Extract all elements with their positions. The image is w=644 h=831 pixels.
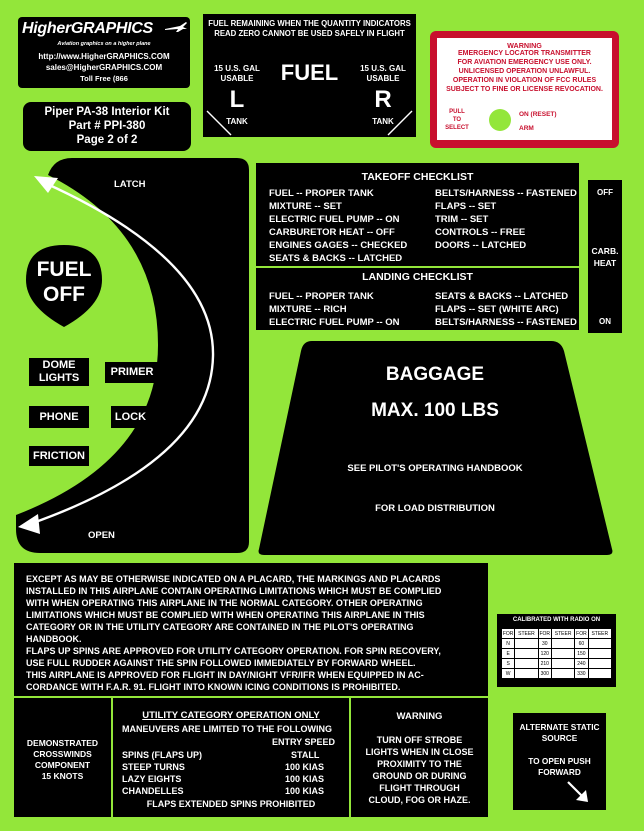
compass-cell xyxy=(588,669,611,679)
dome-lights-line2: LIGHTS xyxy=(38,372,80,384)
utility-row-value: STALL xyxy=(291,750,320,760)
dome-lights-line1: DOME xyxy=(42,359,76,371)
compass-cell xyxy=(515,669,538,679)
baggage-see: SEE PILOT'S OPERATING HANDBOOK xyxy=(347,463,523,474)
compass-cell xyxy=(551,669,574,679)
compass-header-row xyxy=(502,629,612,639)
brand-url: http://www.HigherGRAPHICS.COM xyxy=(38,52,170,61)
crosswind-line: CROSSWINDS xyxy=(33,749,92,759)
kit-part-number: Part # PPI-380 xyxy=(68,120,146,132)
elt-warning-title: WARNING xyxy=(507,41,542,50)
brand-logo: HigherGRAPHICS xyxy=(22,20,153,37)
utility-row-name: CHANDELLES xyxy=(122,786,184,796)
fuel-right-letter: R xyxy=(374,86,392,113)
lock-label: LOCK xyxy=(111,406,150,428)
takeoff-item: CONTROLS -- FREE xyxy=(435,227,526,238)
compass-cell xyxy=(515,659,538,669)
compass-header-cell: STEER xyxy=(515,629,538,639)
utility-row-name: SPINS (FLAPS UP) xyxy=(122,750,203,760)
compass-table xyxy=(501,628,612,679)
crosswind-line: COMPONENT xyxy=(34,760,91,770)
baggage-for: FOR LOAD DISTRIBUTION xyxy=(375,503,495,514)
limitations-line: CATEGORY OR IN THE UTILITY CATEGORY ARE CONTAINED IN THE PILOT'S OPERATING xyxy=(26,622,414,632)
limitations-line: CORDANCE WITH F.A.R. 91. FLIGHT INTO KNOWN ICING CONDITIONS IS PROHIBITED. xyxy=(26,682,401,692)
strobe-line: FLIGHT THROUGH xyxy=(379,783,460,793)
compass-table-wrap xyxy=(501,628,612,679)
takeoff-item: SEATS & BACKS -- LATCHED xyxy=(269,253,403,264)
takeoff-item: DOORS -- LATCHED xyxy=(435,240,527,251)
compass-cell xyxy=(588,649,611,659)
compass-cell: 330 xyxy=(575,669,588,679)
compass-cell: 300 xyxy=(538,669,551,679)
takeoff-item: TRIM -- SET xyxy=(435,214,489,225)
static-line: ALTERNATE STATIC xyxy=(519,722,600,732)
landing-title: LANDING CHECKLIST xyxy=(362,271,473,283)
utility-row-name: STEEP TURNS xyxy=(122,762,185,772)
elt-line: OPERATION IN VIOLATION OF FCC RULES xyxy=(452,77,597,84)
elt-arm-label: ARM xyxy=(519,125,534,132)
compass-card xyxy=(497,614,616,687)
landing-item: ELECTRIC FUEL PUMP -- ON xyxy=(269,317,400,328)
latch-label: LATCH xyxy=(114,179,146,190)
takeoff-item: ENGINES GAGES -- CHECKED xyxy=(269,240,408,251)
compass-cell: 210 xyxy=(538,659,551,669)
limitations-line: THIS AIRPLANE IS APPROVED FOR FLIGHT IN DAY/NIGHT VFR/IFR WHEN EQUIPPED IN AC- xyxy=(26,670,424,680)
compass-cell: 150 xyxy=(575,649,588,659)
compass-header-cell: FOR xyxy=(539,630,551,637)
strobe-line: LIGHTS WHEN IN CLOSE xyxy=(365,747,474,757)
limitations-line: INSTALLED IN THIS AIRPLANE CONTAIN OPERATING LIMITATIONS WHICH MUST BE COMPLIED xyxy=(26,586,442,596)
compass-cell xyxy=(551,649,574,659)
compass-header-cell: FOR xyxy=(576,630,587,637)
elt-line: FOR AVIATION EMERGENCY USE ONLY. xyxy=(457,59,592,66)
elt-select-label: SELECT xyxy=(445,125,469,131)
compass-cell xyxy=(551,639,574,649)
landing-item: BELTS/HARNESS -- FASTENED xyxy=(435,317,577,328)
strobe-title: WARNING xyxy=(396,711,443,722)
landing-item: FUEL -- PROPER TANK xyxy=(269,291,374,302)
compass-cell: 60 xyxy=(575,639,588,649)
baggage-max: MAX. 100 LBS xyxy=(371,400,499,421)
compass-card-title: CALIBRATED WITH RADIO ON xyxy=(512,617,601,623)
carb-heat-on: ON xyxy=(599,317,611,326)
takeoff-item: FUEL -- PROPER TANK xyxy=(269,188,374,199)
elt-pull-label: PULL xyxy=(449,109,465,115)
takeoff-item: FLAPS -- SET xyxy=(435,201,497,212)
static-line: SOURCE xyxy=(541,733,578,743)
limitations-line: FLAPS UP SPINS ARE APPROVED FOR UTILITY CATEGORY OPERATION. FOR SPIN RECOVERY, xyxy=(26,646,441,656)
limitations-line: USE FULL RUDDER AGAINST THE SPIN FOLLOWED IMMEDIATELY BY FORWARD WHEEL. xyxy=(26,658,416,668)
landing-item: SEATS & BACKS -- LATCHED xyxy=(435,291,569,302)
carb-heat-label1: CARB. xyxy=(591,246,619,256)
brand-phone: Toll Free (866 xyxy=(80,74,128,83)
utility-row-value: 100 KIAS xyxy=(285,762,325,772)
elt-on-reset-label: ON (RESET) xyxy=(519,111,557,118)
limitations-line: WITH WHEN OPERATING THIS AIRPLANE IN THE NORMAL CATEGORY. OTHER OPERATING xyxy=(26,598,423,608)
crosswind-line: 15 KNOTS xyxy=(41,771,84,781)
static-push-line1: TO OPEN PUSH xyxy=(528,756,591,766)
elt-line: SUBJECT TO FINE OR LICENSE REVOCATION. xyxy=(446,86,603,93)
elt-line: EMERGENCY LOCATOR TRANSMITTER xyxy=(457,50,591,57)
compass-cell: W xyxy=(502,669,515,679)
takeoff-item: BELTS/HARNESS -- FASTENED xyxy=(435,188,577,199)
compass-row xyxy=(502,649,612,659)
compass-header-cell: STEER xyxy=(551,629,574,639)
compass-cell xyxy=(515,639,538,649)
kit-name: Piper PA-38 Interior Kit xyxy=(44,106,170,118)
phone-label: PHONE xyxy=(29,406,89,428)
compass-cell: 120 xyxy=(538,649,551,659)
utility-row-value: 100 KIAS xyxy=(285,786,325,796)
utility-maneuvers: MANEUVERS ARE LIMITED TO THE FOLLOWING xyxy=(122,724,332,734)
takeoff-item: CARBURETOR HEAT -- OFF xyxy=(269,227,395,238)
landing-item: MIXTURE -- RICH xyxy=(269,304,347,315)
friction-label: FRICTION xyxy=(29,446,89,466)
limitations-line: LIMITATIONS WHICH MUST BE COMPLIED WITH WHEN OPERATING THIS AIRPLANE IN THIS xyxy=(26,610,425,620)
carb-heat-off: OFF xyxy=(597,188,613,197)
compass-row xyxy=(502,639,612,649)
fuel-right-usable: USABLE xyxy=(366,74,400,83)
limitations-line: HANDBOOK. xyxy=(26,634,82,644)
baggage-title: BAGGAGE xyxy=(385,364,485,385)
compass-header-cell: FOR xyxy=(502,630,514,637)
elt-line: UNLICENSED OPERATION UNLAWFUL. xyxy=(458,68,591,75)
fuel-right-tank: TANK xyxy=(372,117,394,126)
kit-page: Page 2 of 2 xyxy=(76,134,138,146)
compass-row xyxy=(502,669,612,679)
fuel-notice-line2: READ ZERO CANNOT BE USED SAFELY IN FLIGHT xyxy=(214,29,405,38)
primer-label: PRIMER xyxy=(105,362,159,383)
compass-cell: S xyxy=(502,659,515,669)
strobe-line: CLOUD, FOG OR HAZE. xyxy=(368,795,471,805)
brand-tagline: Aviation graphics on a higher plane xyxy=(57,41,151,47)
compass-cell xyxy=(588,639,611,649)
landing-item: FLAPS -- SET (WHITE ARC) xyxy=(435,304,559,315)
limitations-line: EXCEPT AS MAY BE OTHERWISE INDICATED ON A PLACARD, THE MARKINGS AND PLACARDS xyxy=(26,574,441,584)
utility-title: UTILITY CATEGORY OPERATION ONLY xyxy=(142,710,320,721)
compass-cell: 30 xyxy=(538,639,551,649)
alternate-static-panel xyxy=(513,713,606,810)
utility-row-value: 100 KIAS xyxy=(285,774,325,784)
open-label: OPEN xyxy=(88,530,115,541)
fuel-title: FUEL xyxy=(280,60,339,85)
strobe-line: PROXIMITY TO THE xyxy=(377,759,462,769)
compass-header-cell: STEER xyxy=(588,629,611,639)
utility-row-name: LAZY EIGHTS xyxy=(122,774,182,784)
compass-cell xyxy=(588,659,611,669)
takeoff-item: MIXTURE -- SET xyxy=(269,201,342,212)
utility-footer: FLAPS EXTENDED SPINS PROHIBITED xyxy=(146,799,316,809)
compass-cell: N xyxy=(502,639,515,649)
elt-to-label: TO xyxy=(452,117,462,123)
limitations-panel xyxy=(14,563,488,817)
crosswind-line: DEMONSTRATED xyxy=(26,738,99,748)
fuel-off-line2: OFF xyxy=(43,283,85,306)
compass-cell: E xyxy=(502,649,515,659)
compass-cell xyxy=(551,659,574,669)
fuel-left-tank: TANK xyxy=(226,117,248,126)
limitations-divider xyxy=(14,696,488,698)
fuel-off-line1: FUEL xyxy=(36,258,92,281)
fuel-right-capacity: 15 U.S. GAL xyxy=(360,64,406,73)
compass-cell: 240 xyxy=(575,659,588,669)
takeoff-item: ELECTRIC FUEL PUMP -- ON xyxy=(269,214,400,225)
compass-cell xyxy=(515,649,538,659)
compass-row xyxy=(502,659,612,669)
takeoff-title: TAKEOFF CHECKLIST xyxy=(361,171,474,183)
strobe-line: TURN OFF STROBE xyxy=(376,735,463,745)
static-push-line2: FORWARD xyxy=(538,767,581,777)
fuel-notice-line1: FUEL REMAINING WHEN THE QUANTITY INDICATORS xyxy=(208,19,411,28)
carb-heat-label2: HEAT xyxy=(593,258,617,268)
arrow-down-right-icon xyxy=(565,779,591,805)
brand-email: sales@HigherGRAPHICS.COM xyxy=(45,63,163,72)
fuel-left-letter: L xyxy=(229,86,245,113)
utility-entry-speed: ENTRY SPEED xyxy=(272,737,336,747)
strobe-line: GROUND OR DURING xyxy=(372,771,467,781)
fuel-left-capacity: 15 U.S. GAL xyxy=(214,64,260,73)
fuel-left-usable: USABLE xyxy=(220,74,254,83)
